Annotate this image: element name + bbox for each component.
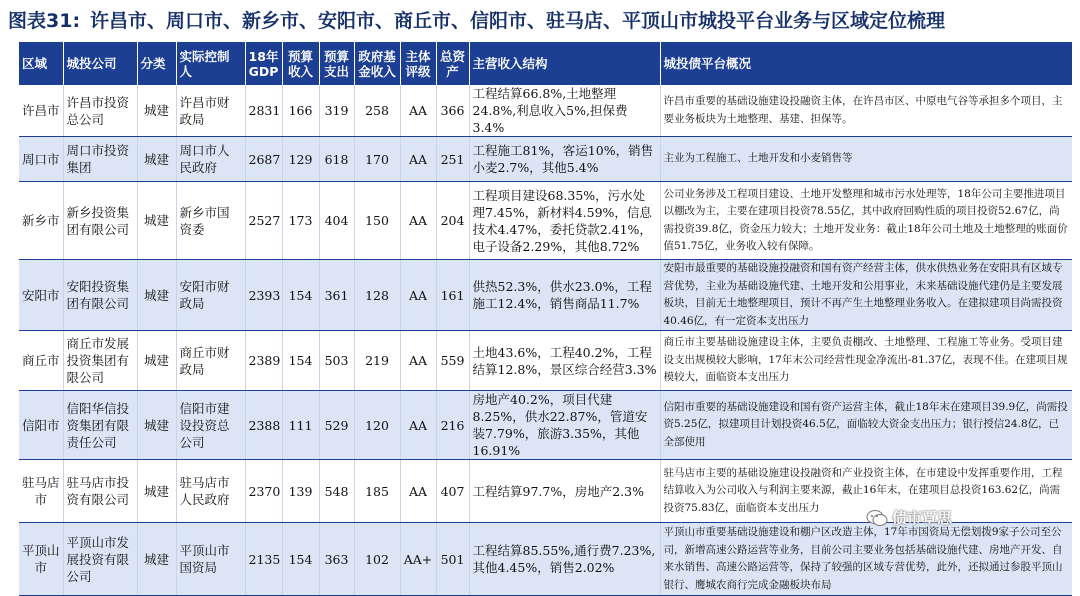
cell-type: 城建: [137, 523, 176, 596]
cell-controller: 新乡市国资委: [176, 182, 245, 260]
cell-budget-income: 173: [282, 182, 319, 260]
cell-type: 城建: [137, 182, 176, 260]
figure-title: [8, 6, 945, 36]
header-region: 区域: [19, 42, 63, 85]
cell-region: 许昌市: [19, 85, 63, 137]
header-company: 城投公司: [63, 42, 137, 85]
cell-fund-income: 170: [354, 137, 400, 182]
header-revenue-structure: 主营收入结构: [469, 42, 660, 85]
wechat-channel-icon: [866, 509, 888, 527]
cell-rating: AA: [400, 331, 436, 391]
cell-budget-income: 129: [282, 137, 319, 182]
cell-controller: 平顶山市国资局: [176, 523, 245, 596]
cell-fund-income: 185: [354, 460, 400, 523]
cell-rating: AA: [400, 260, 436, 331]
cell-fund-income: 150: [354, 182, 400, 260]
cell-rating: AA: [400, 460, 436, 523]
cell-assets: 251: [436, 137, 469, 182]
cell-fund-income: 102: [354, 523, 400, 596]
cell-budget-expense: 319: [319, 85, 354, 137]
cell-rating: AA: [400, 182, 436, 260]
header-budget-expense: 预算支出: [319, 42, 354, 85]
cell-gdp: 2370: [245, 460, 282, 523]
header-controller: 实际控制人: [176, 42, 245, 85]
cell-gdp: 2831: [245, 85, 282, 137]
figure-title-text: 许昌市、周口市、新乡市、安阳市、商丘市、信阳市、驻马店、平顶山市城投平台业务与区域定位梳理: [90, 10, 946, 32]
cell-assets: 559: [436, 331, 469, 391]
header-gdp: 18年GDP: [245, 42, 282, 85]
cell-assets: 366: [436, 85, 469, 137]
cell-company: 新乡投资集团有限公司: [63, 182, 137, 260]
cell-rating: AA: [400, 391, 436, 460]
cell-type: 城建: [137, 460, 176, 523]
table-row: [19, 182, 1072, 260]
cell-revenue-structure: 房地产40.2%，项目代建8.25%，供水22.87%，管道安装7.79%，旅游3.35%，其他16.91%: [469, 391, 660, 460]
cell-budget-expense: 404: [319, 182, 354, 260]
cell-budget-expense: 529: [319, 391, 354, 460]
header-type: 分类: [137, 42, 176, 85]
cell-type: 城建: [137, 85, 176, 137]
cell-controller: 许昌市财政局: [176, 85, 245, 137]
cell-company: 驻马店市投资有限公司: [63, 460, 137, 523]
cell-revenue-structure: 工程结算85.55%,通行费7.23%,其他4.45%，销售2.02%: [469, 523, 660, 596]
table-header-row: [19, 42, 1072, 85]
header-budget-income: 预算收入: [282, 42, 319, 85]
cell-revenue-structure: 工程施工81%，客运10%，销售小麦2.7%，其他5.4%: [469, 137, 660, 182]
cell-platform-overview: 许昌市重要的基础设施建设投融资主体，在许昌市区、中原电气谷等承担多个项目，主要业务板块为土地整理、基建、担保等。: [660, 85, 1072, 137]
figure-number: 图表31:: [8, 10, 81, 32]
cell-revenue-structure: 工程结算66.8%,土地整理24.8%,利息收入5%,担保费3.4%: [469, 85, 660, 137]
cell-budget-income: 139: [282, 460, 319, 523]
watermark: [866, 507, 952, 528]
cell-rating: AA: [400, 137, 436, 182]
cell-assets: 161: [436, 260, 469, 331]
cell-region: 周口市: [19, 137, 63, 182]
watermark-text: 债市覃思: [892, 509, 953, 527]
cell-region: 信阳市: [19, 391, 63, 460]
cell-region: 安阳市: [19, 260, 63, 331]
cell-company: 商丘市发展投资集团有限公司: [63, 331, 137, 391]
table-row: [19, 260, 1072, 331]
cell-budget-income: 154: [282, 331, 319, 391]
table-row: [19, 137, 1072, 182]
cell-region: 商丘市: [19, 331, 63, 391]
cell-gdp: 2388: [245, 391, 282, 460]
cell-fund-income: 120: [354, 391, 400, 460]
cell-company: 周口市投资集团: [63, 137, 137, 182]
cell-company: 安阳投资集团有限公司: [63, 260, 137, 331]
cell-assets: 216: [436, 391, 469, 460]
cell-company: 许昌市投资总公司: [63, 85, 137, 137]
cell-region: 新乡市: [19, 182, 63, 260]
header-rating: 主体评级: [400, 42, 436, 85]
cell-rating: AA: [400, 85, 436, 137]
cell-platform-overview: 安阳市最重要的基础设施投融资和国有资产经营主体，供水供热业务在安阳具有区域专营优势，主业为基础设施代建、土地开发和公用事业，未来基础设施代建仍是主要发展板块，目前无土地整理项目，预计不再产生土地整理业务收入。在建拟建项目尚需投资40.46亿，有一定资本支出压力: [660, 260, 1072, 331]
table-row: [19, 331, 1072, 391]
cell-type: 城建: [137, 391, 176, 460]
cell-revenue-structure: 工程项目建设68.35%，污水处理7.45%，新材料4.59%，信息技术4.47%，委托贷款2.41%，电子设备2.29%，其他8.72%: [469, 182, 660, 260]
cell-assets: 204: [436, 182, 469, 260]
cell-controller: 驻马店市人民政府: [176, 460, 245, 523]
cell-gdp: 2687: [245, 137, 282, 182]
cell-region: 驻马店市: [19, 460, 63, 523]
cell-gdp: 2389: [245, 331, 282, 391]
cell-type: 城建: [137, 331, 176, 391]
cell-budget-expense: 363: [319, 523, 354, 596]
cell-gdp: 2393: [245, 260, 282, 331]
header-fund-income: 政府基金收入: [354, 42, 400, 85]
header-assets: 总资产: [436, 42, 469, 85]
cell-platform-overview: 驻马店市主要的基础设施建设投融资和产业投资主体，在市建设中发挥重要作用，工程结算收入为公司收入与利润主要来源，截止16年末，在建项目总投资163.62亿，尚需投资75.83亿，面临资本支出压力: [660, 460, 1072, 523]
cell-platform-overview: 平顶山市重要基础设施建设和棚户区改造主体，17年市国资局无偿划拨9家子公司至公司，新增高速公路运营等业务，目前公司主要业务包括基础设施代建、房地产开发、自来水销售、高速公路运营等，保持了较强的区域专营优势，此外，还拟通过参股平顶山银行、鹰城农商行完成金融板块布局: [660, 523, 1072, 596]
cell-controller: 商丘市财政局: [176, 331, 245, 391]
cell-platform-overview: 信阳市重要的基础设施建设和国有资产运营主体，截止18年末在建项目39.9亿，尚需投资5.25亿，拟建项目计划投资46.5亿，面临较大资金支出压力；银行授信24.8亿，已全部使用: [660, 391, 1072, 460]
table-row: [19, 391, 1072, 460]
cell-platform-overview: 主业为工程施工、土地开发和小麦销售等: [660, 137, 1072, 182]
cell-controller: 安阳市财政局: [176, 260, 245, 331]
cell-region: 平顶山市: [19, 523, 63, 596]
cell-rating: AA+: [400, 523, 436, 596]
cell-fund-income: 128: [354, 260, 400, 331]
cell-gdp: 2135: [245, 523, 282, 596]
cell-budget-expense: 548: [319, 460, 354, 523]
cell-type: 城建: [137, 260, 176, 331]
cell-company: 信阳华信投资集团有限责任公司: [63, 391, 137, 460]
cell-type: 城建: [137, 137, 176, 182]
cell-budget-income: 154: [282, 260, 319, 331]
cell-controller: 周口市人民政府: [176, 137, 245, 182]
cell-budget-income: 166: [282, 85, 319, 137]
cell-assets: 501: [436, 523, 469, 596]
cell-budget-expense: 361: [319, 260, 354, 331]
table-row: [19, 85, 1072, 137]
cell-revenue-structure: 工程结算97.7%，房地产2.3%: [469, 460, 660, 523]
cell-budget-income: 111: [282, 391, 319, 460]
cell-platform-overview: 商丘市主要基础设施建设主体，主要负责棚改、土地整理、工程施工等业务。受项目建设支出规模较大影响，17年末公司经营性现金净流出-81.37亿，表现不佳。在建项目规模较大，面临资本支出压力: [660, 331, 1072, 391]
cell-platform-overview: 公司业务涉及工程项目建设、土地开发整理和城市污水处理等，18年公司主要推进项目以棚改为主，主要在建项目投资78.55亿，其中政府回购性质的项目投资52.67亿，尚需投资39.8亿，资金压力较大；土地开发业务：截止18年公司土地及土地整理的账面价值51.75亿，业务收入较有保障。: [660, 182, 1072, 260]
cell-budget-income: 154: [282, 523, 319, 596]
cell-revenue-structure: 土地43.6%，工程40.2%，工程结算12.8%，景区综合经营3.3%: [469, 331, 660, 391]
cell-gdp: 2527: [245, 182, 282, 260]
cell-assets: 407: [436, 460, 469, 523]
cell-controller: 信阳市建设投资总公司: [176, 391, 245, 460]
table-row: [19, 523, 1072, 596]
cell-fund-income: 258: [354, 85, 400, 137]
cell-company: 平顶山市发展投资有限公司: [63, 523, 137, 596]
cell-fund-income: 219: [354, 331, 400, 391]
header-platform-overview: 城投债平台概况: [660, 42, 1072, 85]
cell-revenue-structure: 供热52.3%，供水23.0%，工程施工12.4%，销售商品11.7%: [469, 260, 660, 331]
cell-budget-expense: 618: [319, 137, 354, 182]
cell-budget-expense: 503: [319, 331, 354, 391]
